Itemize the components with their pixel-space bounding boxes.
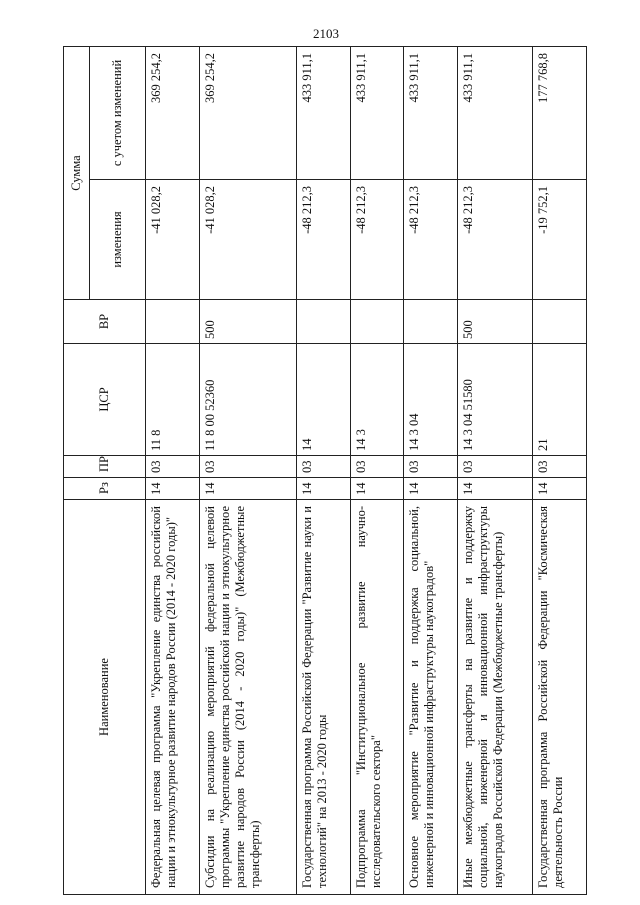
cell-vr bbox=[350, 300, 404, 344]
cell-change: -48 212,3 bbox=[350, 180, 404, 300]
cell-csr: 14 bbox=[296, 344, 350, 456]
cell-rz: 14 bbox=[533, 478, 587, 500]
cell-with-change: 369 254,2 bbox=[146, 47, 200, 180]
cell-pr: 03 bbox=[350, 456, 404, 478]
cell-change: -48 212,3 bbox=[296, 180, 350, 300]
cell-name: Иные межбюджетные трансферты на развитие и поддержку социальной, инженерной и инновационной инфраструктуры наукоградов Российской Федерации (Межбюджетные трансферты) bbox=[457, 500, 532, 895]
cell-with-change: 433 911,1 bbox=[296, 47, 350, 180]
table-row bbox=[457, 47, 532, 895]
header-pr: ПР bbox=[64, 456, 146, 478]
cell-csr: 14 3 04 51580 bbox=[457, 344, 532, 456]
cell-with-change: 433 911,1 bbox=[350, 47, 404, 180]
header-name: Наименование bbox=[64, 500, 146, 895]
rotated-sheet bbox=[63, 47, 587, 895]
cell-with-change: 369 254,2 bbox=[199, 47, 296, 180]
table-row bbox=[404, 47, 458, 895]
cell-name: Подпрограмма "Институциональное развитие научно-исследовательского сектора" bbox=[350, 500, 404, 895]
cell-name: Государственная программа Российской Федерации "Развитие науки и технологий" на 2013 - 2020 годы bbox=[296, 500, 350, 895]
cell-vr: 500 bbox=[457, 300, 532, 344]
cell-change: -19 752,1 bbox=[533, 180, 587, 300]
cell-vr bbox=[404, 300, 458, 344]
page-number: 2103 bbox=[313, 26, 339, 41]
table-body bbox=[146, 47, 587, 895]
table-row bbox=[533, 47, 587, 895]
cell-change: -48 212,3 bbox=[404, 180, 458, 300]
cell-pr: 03 bbox=[404, 456, 458, 478]
header-change: изменения bbox=[90, 180, 146, 300]
cell-with-change: 433 911,1 bbox=[457, 47, 532, 180]
table-header-row bbox=[64, 47, 90, 895]
table-row bbox=[296, 47, 350, 895]
cell-vr: 500 bbox=[199, 300, 296, 344]
cell-csr: 14 3 04 bbox=[404, 344, 458, 456]
cell-csr: 11 8 bbox=[146, 344, 200, 456]
table-row bbox=[350, 47, 404, 895]
cell-rz: 14 bbox=[457, 478, 532, 500]
cell-vr bbox=[146, 300, 200, 344]
cell-rz: 14 bbox=[146, 478, 200, 500]
cell-name: Государственная программа Российской Федерации "Космическая деятельность России bbox=[533, 500, 587, 895]
header-csr: ЦСР bbox=[64, 344, 146, 456]
cell-with-change: 177 768,8 bbox=[533, 47, 587, 180]
cell-vr bbox=[533, 300, 587, 344]
cell-vr bbox=[296, 300, 350, 344]
header-sum: Сумма bbox=[64, 47, 90, 300]
cell-rz: 14 bbox=[199, 478, 296, 500]
cell-csr: 21 bbox=[533, 344, 587, 456]
cell-with-change: 433 911,1 bbox=[404, 47, 458, 180]
header-with-change: с учетом изменений bbox=[90, 47, 146, 180]
cell-pr: 03 bbox=[199, 456, 296, 478]
cell-pr: 03 bbox=[457, 456, 532, 478]
cell-csr: 14 3 bbox=[350, 344, 404, 456]
budget-table bbox=[63, 46, 587, 895]
cell-pr: 03 bbox=[146, 456, 200, 478]
cell-pr: 03 bbox=[296, 456, 350, 478]
cell-name: Федеральная целевая программа "Укрепление единства российской нации и этнокультурное развитие народов России (2014 - 2020 годы)" bbox=[146, 500, 200, 895]
cell-csr: 11 8 00 52360 bbox=[199, 344, 296, 456]
header-rz: Рз bbox=[64, 478, 146, 500]
cell-name: Основное мероприятие "Развитие и поддержка социальной, инженерной и инновационной инфраструктуры наукоградов" bbox=[404, 500, 458, 895]
cell-change: -48 212,3 bbox=[457, 180, 532, 300]
table-row bbox=[199, 47, 296, 895]
cell-rz: 14 bbox=[404, 478, 458, 500]
cell-change: -41 028,2 bbox=[199, 180, 296, 300]
table-row bbox=[146, 47, 200, 895]
cell-rz: 14 bbox=[296, 478, 350, 500]
cell-pr: 03 bbox=[533, 456, 587, 478]
cell-change: -41 028,2 bbox=[146, 180, 200, 300]
header-vr: ВР bbox=[64, 300, 146, 344]
cell-rz: 14 bbox=[350, 478, 404, 500]
cell-name: Субсидии на реализацию мероприятий федеральной целевой программы "Укрепление единства российской нации и этнокультурное развитие народов России (2014 - 2020 годы)" (Межбюджетные трансферты) bbox=[199, 500, 296, 895]
